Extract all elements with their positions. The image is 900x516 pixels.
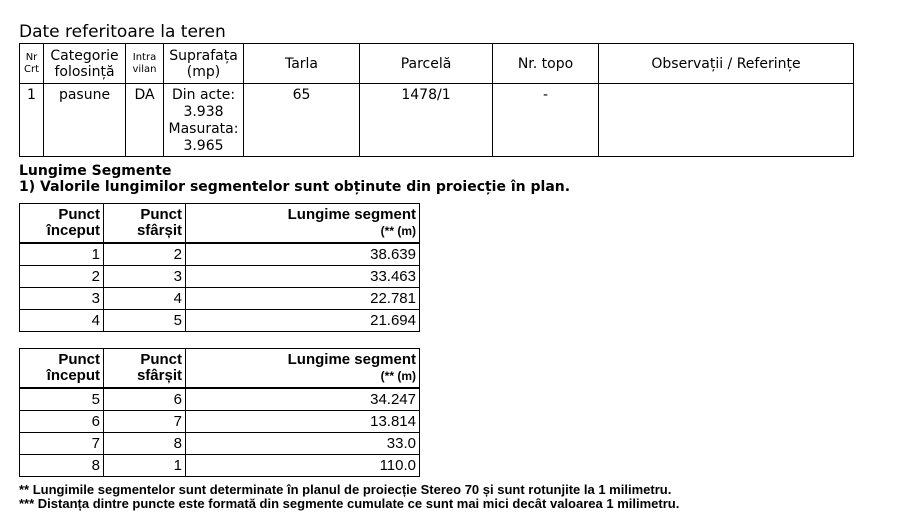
- cell-nr-crt: 1: [20, 84, 44, 157]
- cell-nr-topo: -: [493, 84, 599, 157]
- header-nr-crt: Nr Crt: [20, 44, 44, 84]
- table-row: [20, 310, 420, 332]
- lungime-segment-unit: (** (m): [380, 224, 416, 238]
- header-tarla: Tarla: [244, 44, 360, 84]
- cell-categorie: pasune: [44, 84, 126, 157]
- cell-length: 33.463: [186, 266, 420, 288]
- cell-start: 7: [20, 433, 104, 455]
- table-row: [20, 455, 420, 477]
- header-punct-sfarsit: Punct sfârșit: [104, 204, 186, 244]
- cell-tarla: 65: [244, 84, 360, 157]
- cell-end: 6: [104, 388, 186, 411]
- cell-length: 33.0: [186, 433, 420, 455]
- table-row: [20, 411, 420, 433]
- header-observatii: Observații / Referințe: [599, 44, 854, 84]
- footnote-1: ** Lungimile segmentelor sunt determinate în planul de proiecție Stereo 70 și sunt rotunjite la 1 milimetru.: [19, 482, 672, 497]
- cell-length: 34.247: [186, 388, 420, 411]
- header-nr-topo: Nr. topo: [493, 44, 599, 84]
- cell-length: 22.781: [186, 288, 420, 310]
- segment-table-header-row: [20, 204, 420, 244]
- cell-end: 2: [104, 243, 186, 266]
- cell-end: 7: [104, 411, 186, 433]
- land-table-header-row: [20, 44, 854, 84]
- cell-length: 21.694: [186, 310, 420, 332]
- lungime-segment-label: Lungime segment: [287, 351, 416, 368]
- header-punct-sfarsit: Punct sfârșit: [104, 349, 186, 389]
- cell-start: 4: [20, 310, 104, 332]
- header-punct-inceput: Punct început: [20, 204, 104, 244]
- land-table: [19, 43, 854, 157]
- cell-end: 1: [104, 455, 186, 477]
- cell-start: 1: [20, 243, 104, 266]
- header-parcela: Parcelă: [360, 44, 493, 84]
- cell-length: 110.0: [186, 455, 420, 477]
- cell-observatii: [599, 84, 854, 157]
- masurata-label: Masurata:: [168, 121, 239, 137]
- segment-table-header-row: [20, 349, 420, 389]
- segments-note: 1) Valorile lungimilor segmentelor sunt obținute din proiecție în plan.: [19, 179, 571, 195]
- cell-end: 5: [104, 310, 186, 332]
- land-section-title: Date referitoare la teren: [19, 22, 226, 42]
- header-categorie: Categorie folosință: [44, 44, 126, 84]
- cell-end: 4: [104, 288, 186, 310]
- cell-intravilan: DA: [126, 84, 164, 157]
- cell-start: 8: [20, 455, 104, 477]
- header-punct-inceput: Punct început: [20, 349, 104, 389]
- lungime-segment-unit: (** (m): [380, 369, 416, 383]
- header-lungime-segment: [186, 204, 420, 244]
- cell-parcela: 1478/1: [360, 84, 493, 157]
- cell-start: 6: [20, 411, 104, 433]
- table-row: [20, 433, 420, 455]
- lungime-segment-label: Lungime segment: [287, 206, 416, 223]
- table-row: [20, 288, 420, 310]
- cell-length: 38.639: [186, 243, 420, 266]
- table-row: [20, 388, 420, 411]
- din-acte-label: Din acte:: [171, 87, 236, 103]
- cell-start: 2: [20, 266, 104, 288]
- cell-length: 13.814: [186, 411, 420, 433]
- header-intravilan: Intra vilan: [126, 44, 164, 84]
- table-row: [20, 243, 420, 266]
- header-lungime-segment: [186, 349, 420, 389]
- masurata-value: 3.965: [183, 138, 224, 154]
- table-row: [20, 266, 420, 288]
- footnote-2: *** Distanța dintre puncte este formată din segmente cumulate ce sunt mai mici decât valoarea 1 milimetru.: [19, 496, 680, 511]
- header-suprafata: Suprafața (mp): [164, 44, 244, 84]
- cell-start: 5: [20, 388, 104, 411]
- cell-suprafata: [164, 84, 244, 157]
- segment-table-2: [19, 348, 420, 477]
- cell-end: 8: [104, 433, 186, 455]
- din-acte-value: 3.938: [183, 104, 224, 120]
- cell-end: 3: [104, 266, 186, 288]
- segment-table-1: [19, 203, 420, 332]
- segments-section-title: Lungime Segmente: [19, 163, 172, 179]
- land-table-row: [20, 84, 854, 157]
- cell-start: 3: [20, 288, 104, 310]
